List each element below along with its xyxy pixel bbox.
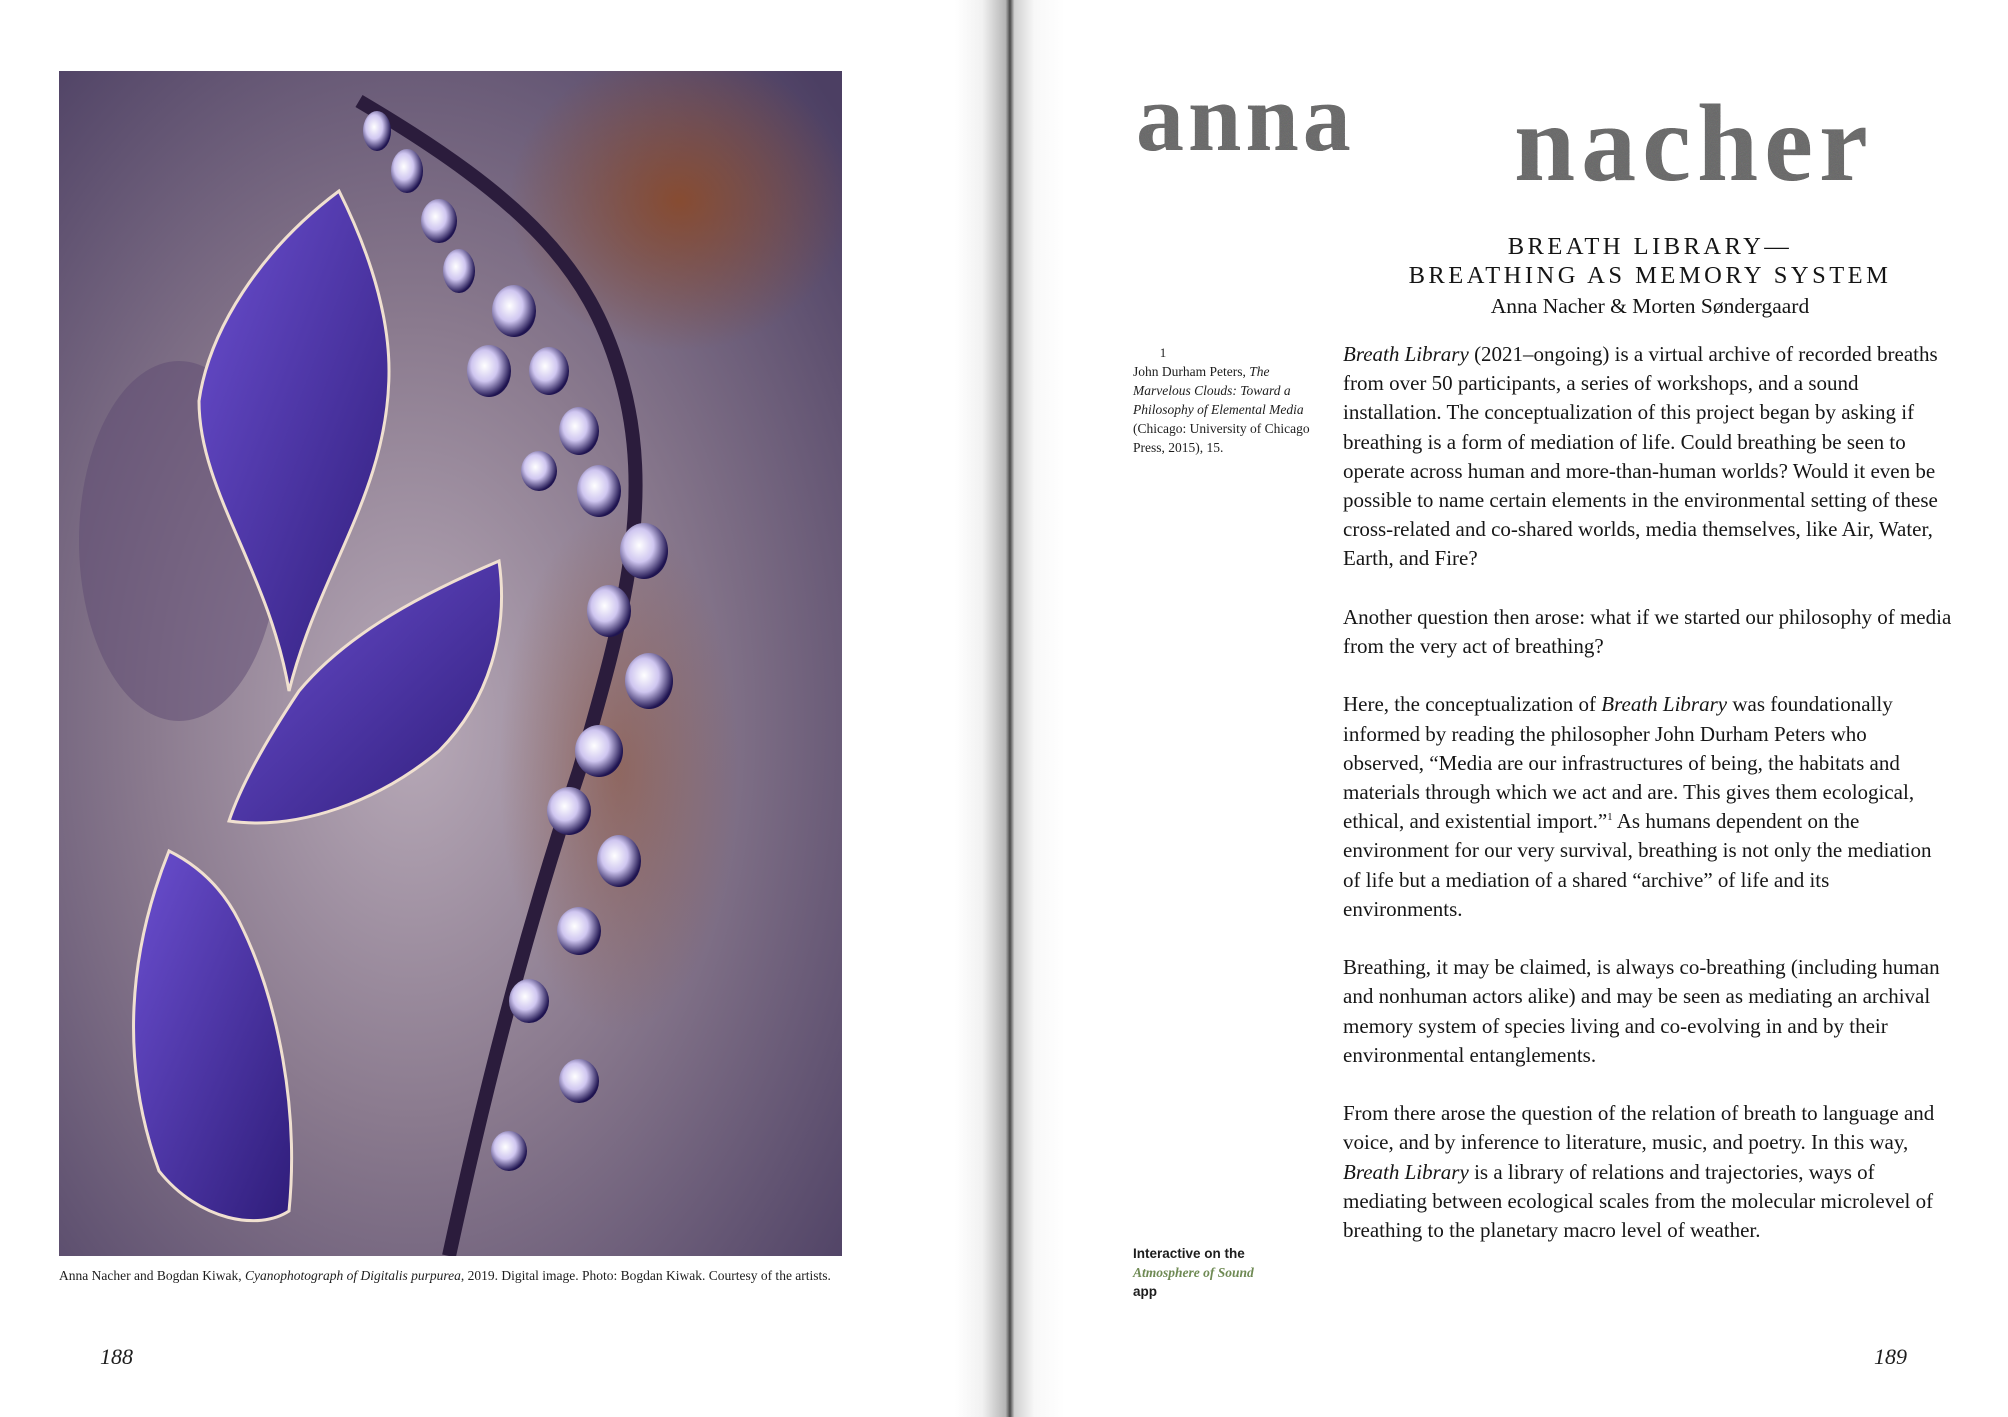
paragraph-4 — [1343, 953, 1953, 1070]
page-number-left: 188 — [100, 1344, 133, 1369]
paragraph-2 — [1343, 603, 1953, 661]
article-title-line-2: BREATHING AS MEMORY SYSTEM — [1408, 262, 1892, 289]
footnote-author: John Durham Peters, — [1133, 364, 1250, 379]
wordmark-last: nacher — [1514, 82, 1874, 190]
cyanophotograph-image — [59, 71, 842, 1256]
footnote-number: 1 — [1159, 345, 1167, 360]
caption-lead: Anna Nacher and Bogdan Kiwak, — [59, 1268, 245, 1283]
article-authors: Anna Nacher & Morten Søndergaard — [1490, 294, 1810, 318]
caption-tail: , 2019. Digital image. Photo: Bogdan Kiwak. Courtesy of the artists. — [460, 1268, 831, 1283]
wordmark-svg — [1134, 80, 1954, 190]
image-caption — [59, 1267, 842, 1285]
left-page — [0, 0, 995, 1417]
caption-artwork-title: Cyanophotograph of Digitalis purpurea — [244, 1268, 461, 1283]
paragraph-3-text: was foundationally informed by reading the philosopher John Durham Peters who observed, “Media are our infrastructures of being, the habitats and materials through which we act and are. This gives them ecological, ethical, and existential import.” — [1343, 692, 1915, 834]
artist-name-wordmark — [1134, 80, 1954, 190]
foxglove-plant-illustration — [59, 71, 842, 1256]
footnote-book-title: The Marvelous Clouds: Toward a Philosophy of Elemental Media — [1133, 364, 1304, 417]
article-header — [1340, 232, 1960, 320]
paragraph-3-tail: As humans dependent on the environment for our very survival, breathing is not only the mediation of life but a mediation of a shared “archive” of life and its environments. — [1343, 809, 1932, 921]
interactive-note-suffix: app — [1133, 1284, 1158, 1299]
app-name-link[interactable]: Atmosphere of Sound — [1133, 1265, 1254, 1280]
work-title: Breath Library — [1601, 692, 1728, 717]
article-title-line-1: BREATH LIBRARY— — [1507, 233, 1793, 260]
paragraph-4-text: Breathing, it may be claimed, is always co-breathing (including human and nonhuman actors alike) and may be seen as mediating an archival memory system of species living and co-evolving in and by their environmental entanglements. — [1343, 955, 1940, 1067]
interactive-app-note — [1133, 1244, 1263, 1301]
paragraph-2-text: Another question then arose: what if we started our philosophy of media from the very act of breathing? — [1343, 604, 1952, 659]
paragraph-3 — [1343, 690, 1953, 924]
article-body — [1343, 340, 1953, 1274]
footnote — [1133, 343, 1323, 457]
footnote-publication: (Chicago: University of Chicago Press, 2015), 15. — [1133, 421, 1310, 455]
wordmark-first: anna — [1136, 80, 1355, 171]
footnote-body — [1133, 364, 1310, 455]
paragraph-5-text: is a library of relations and trajectories, ways of mediating between ecological scales from the molecular microlevel of breathing to the planetary macro level of weather. — [1343, 1159, 1934, 1243]
page-number-right: 189 — [1874, 1344, 1907, 1369]
paragraph-3-lead: Here, the conceptualization of — [1343, 692, 1602, 717]
footnote-reference[interactable]: 1 — [1607, 811, 1613, 824]
work-title: Breath Library — [1343, 342, 1469, 366]
interactive-note-prefix: Interactive on the — [1133, 1246, 1245, 1261]
paragraph-1-text: (2021–ongoing) is a virtual archive of recorded breaths from over 50 participants, a series of workshops, and a sound installation. The conceptualization of this project began by asking if breathing is a form of mediation of life. Could breathing be seen to operate across human and more-than-human worlds? Would it even be possible to name certain elements in the environmental setting of these cross-related and co-shared worlds, media themselves, like Air, Water, Earth, and Fire? — [1343, 342, 1938, 571]
paragraph-1 — [1343, 340, 1953, 574]
paragraph-5-lead: From there arose the question of the relation of breath to language and voice, and by inference to literature, music, and poetry. In this way, — [1343, 1101, 1935, 1155]
work-title: Breath Library — [1343, 1159, 1469, 1184]
paragraph-5 — [1343, 1099, 1953, 1245]
